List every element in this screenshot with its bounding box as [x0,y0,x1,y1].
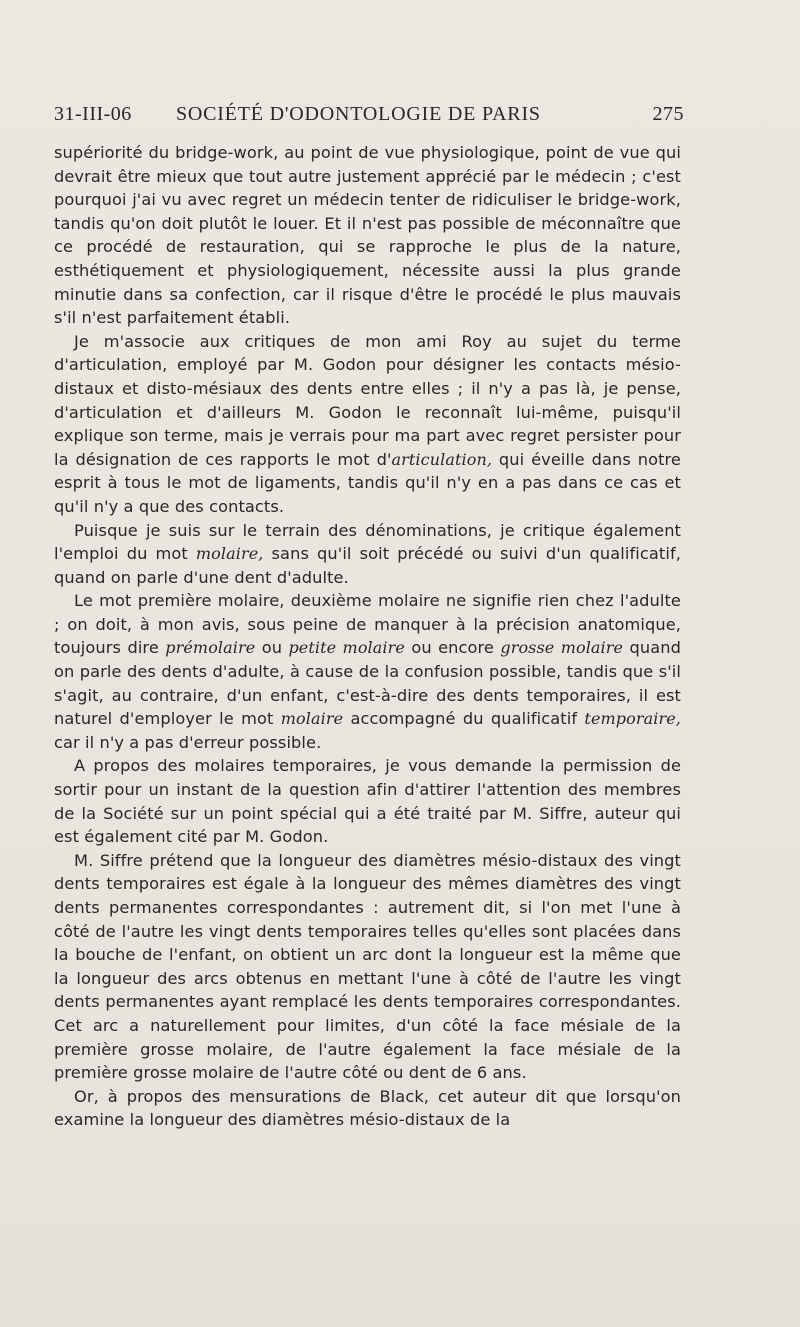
body-text [54,141,681,1132]
paragraph: A propos des molaires temporaires, je vous demande la permission de sortir pour un instant de la question afin d'attirer l'attention des membres de la Société sur un point spécial qui a été traité par M. Siffre, auteur qui est également cité par M. Godon. [54,756,681,847]
header-title: SOCIÉTÉ D'ODONTOLOGIE DE PARIS [176,103,541,125]
header-date: 31-III-06 [54,103,132,125]
italic-term: temporaire, [584,709,681,729]
paragraph: M. Siffre prétend que la longueur des diamètres mésio-distaux des vingt dents temporaires est égale à la longueur des mêmes diamètres des vingt dents permanentes correspondantes : autrement dit, si l'on met l'une à côté de l'autre les vingt dents temporaires telles qu'elles sont placées dans la bouche de l'enfant, on obtient un arc dont la longueur est la même que la longueur des arcs obtenus en mettant l'une à côté de l'autre les vingt dents permanentes ayant remplacé les dents temporaires correspondantes. Cet arc a naturellement pour limites, d'un côté la face mésiale de la première grosse molaire, de l'autre également la face mésiale de la première grosse molaire de l'autre côté ou dent de 6 ans. [54,850,681,1083]
paragraph: Je m'associe aux critiques de mon ami Roy au sujet du terme d'articulation, employé par M. Godon pour désigner les contacts mésio-distaux et disto-mésiaux des dents entre elles ; il n'y a pas là, je pense, d'articulation et d'ailleurs M. Godon le reconnaît lui-même, puisqu'il explique son terme, mais je verrais pour ma part avec regret persister pour la désignation de ces rapports le mot d'articulation, qui éveille dans notre esprit à tous le mot de ligaments, tandis qu'il n'y en a pas dans ce cas et qu'il n'y a que des contacts. [54,331,681,516]
italic-term: grosse molaire [500,638,624,658]
page-number: 275 [652,103,684,125]
italic-term: articulation, [391,449,493,469]
italic-term: prémolaire [165,638,256,658]
paragraph: supériorité du bridge-work, au point de vue physiologique, point de vue qui devrait être mieux que tout autre justement apprécié par le médecin ; c'est pourquoi j'ai vu avec regret un médecin tenter de ridiculiser le bridge-work, tandis qu'on doit plutôt le louer. Et il n'est pas possible de méconnaître que ce procédé de restauration, qui se rapproche le plus de la nature, esthétiquement et physiologiquement, nécessite aussi la plus grande minutie dans sa confection, car il risque d'être le procédé le plus mauvais s'il n'est parfaitement établi. [54,143,681,328]
paragraph: Or, à propos des mensurations de Black, cet auteur dit que lorsqu'on examine la longueur des diamètres mésio-distaux de la [54,1086,681,1130]
paragraph: Le mot première molaire, deuxième molaire ne signifie rien chez l'adulte ; on doit, à mon avis, sous peine de manquer à la précision anatomique, toujours dire prémolaire ou petite molaire ou encore grosse molaire quand on parle des dents d'adulte, à cause de la confusion possible, tandis que s'il s'agit, au contraire, d'un enfant, c'est-à-dire des dents temporaires, il est naturel d'employer le mot molaire accompagné du qualificatif temporaire, car il n'y a pas d'erreur possible. [54,591,681,752]
running-header [54,103,684,131]
italic-term: petite molaire [288,638,405,658]
italic-term: molaire [280,709,344,729]
italic-term: molaire, [195,544,264,564]
paragraph: Puisque je suis sur le terrain des dénominations, je critique également l'emploi du mot molaire, sans qu'il soit précédé ou suivi d'un qualificatif, quand on parle d'une dent d'adulte. [54,520,681,587]
